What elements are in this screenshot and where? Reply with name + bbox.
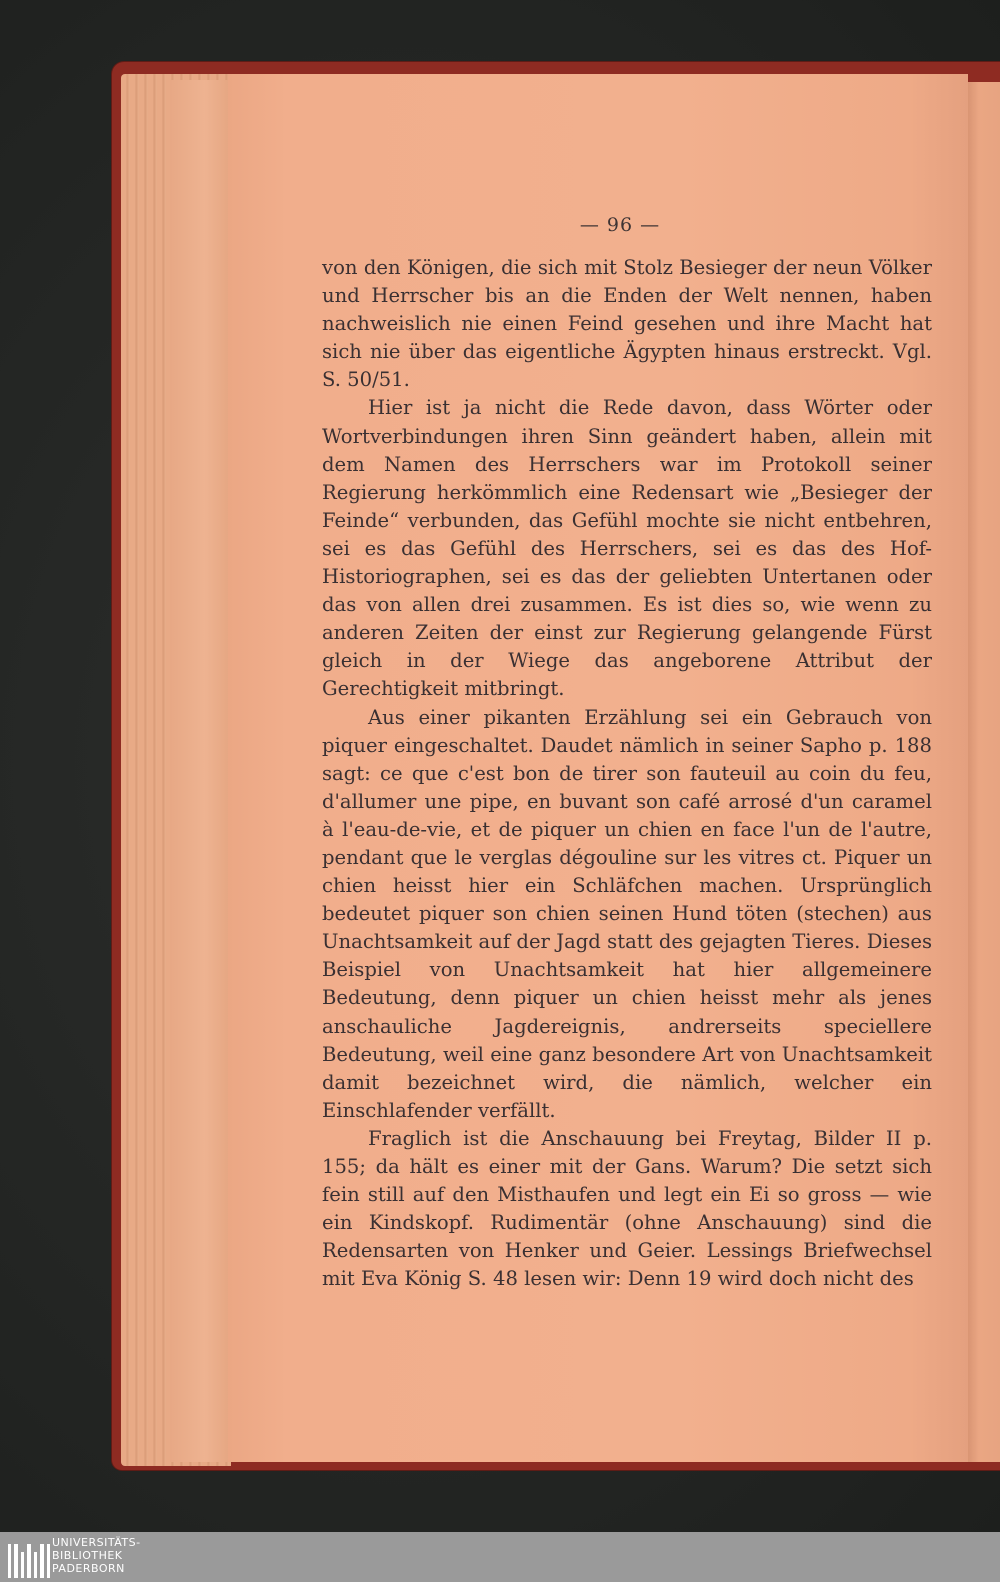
page-stack-inner bbox=[170, 80, 228, 1462]
page-text bbox=[322, 254, 932, 1293]
logo-line: PADERBORN bbox=[52, 1562, 125, 1575]
library-logo-text bbox=[52, 1536, 141, 1575]
logo-line: BIBLIOTHEK bbox=[52, 1549, 123, 1562]
paragraph: Fraglich ist die Anschauung bei Freytag, Bilder II p. 155; da hält es einer mit der Gans. Warum? Die setzt sich fein still auf den Misthaufen und legt ein Ei so gross — wie ein Kindskopf. Rudimentär (ohne Anschauung) sind die Redensarten von Henker und Geier. Lessings Briefwechsel mit Eva König S. 48 lesen wir: Denn 19 wird doch nicht des bbox=[322, 1126, 932, 1291]
paragraph: Aus einer pikanten Erzählung sei ein Gebrauch von piquer eingeschaltet. Daudet nämlich in seiner Sapho p. 188 sagt: ce que c'est bon de tirer son fauteuil au coin du feu, d'allumer une pipe, en buvant son café arrosé d'un caramel à l'eau-de-vie, et de piquer un chien en face l'un de l'autre, pendant que le verglas dégouline sur les vitres ct. Piquer un chien heisst hier ein Schläfchen machen. Ursprünglich bedeutet piquer son chien seinen Hund töten (stechen) aus Unachtsamkeit auf der Jagd statt des gejagten Tieres. Dieses Beispiel von Unachtsamkeit hat hier allgemeinere Bedeutung, denn piquer un chien heisst mehr als jenes anschauliche Jagdereignis, andrerseits speciellere Bedeutung, weil eine ganz besondere Art von Unachtsamkeit damit bezeichnet wird, die nämlich, welcher ein Einschlafender verfällt. bbox=[322, 705, 932, 1122]
paragraph: Hier ist ja nicht die Rede davon, dass Wörter oder Wortverbindungen ihren Sinn geändert haben, allein mit dem Namen des Herrschers war im Protokoll seiner Regierung herkömmlich eine Redensart wie „Besieger der Feinde“ verbunden, das Gefühl mochte sie nicht entbehren, sei es das Gefühl des Herrschers, sei es das des Hof-Historiographen, sei es das der geliebten Untertanen oder das von allen drei zusammen. Es ist dies so, wie wenn zu anderen Zeiten der einst zur Regierung gelangende Fürst gleich in der Wiege das angeborene Attribut der Gerechtigkeit mitbringt. bbox=[322, 396, 932, 701]
facing-page-edge bbox=[965, 82, 1000, 1462]
paragraph: von den Königen, die sich mit Stolz Besieger der neun Völker und Herrscher bis an die Enden der Welt nennen, haben nachweislich nie einen Feind gesehen und ihre Macht hat sich nie über das eigentliche Ägypten hinaus erstreckt. Vgl. S. 50/51. bbox=[322, 256, 932, 392]
library-logo-icon bbox=[8, 1538, 50, 1578]
logo-line: UNIVERSITÄTS- bbox=[52, 1536, 141, 1549]
footer-bar bbox=[0, 1532, 1000, 1582]
page-number: — 96 — bbox=[579, 214, 661, 236]
